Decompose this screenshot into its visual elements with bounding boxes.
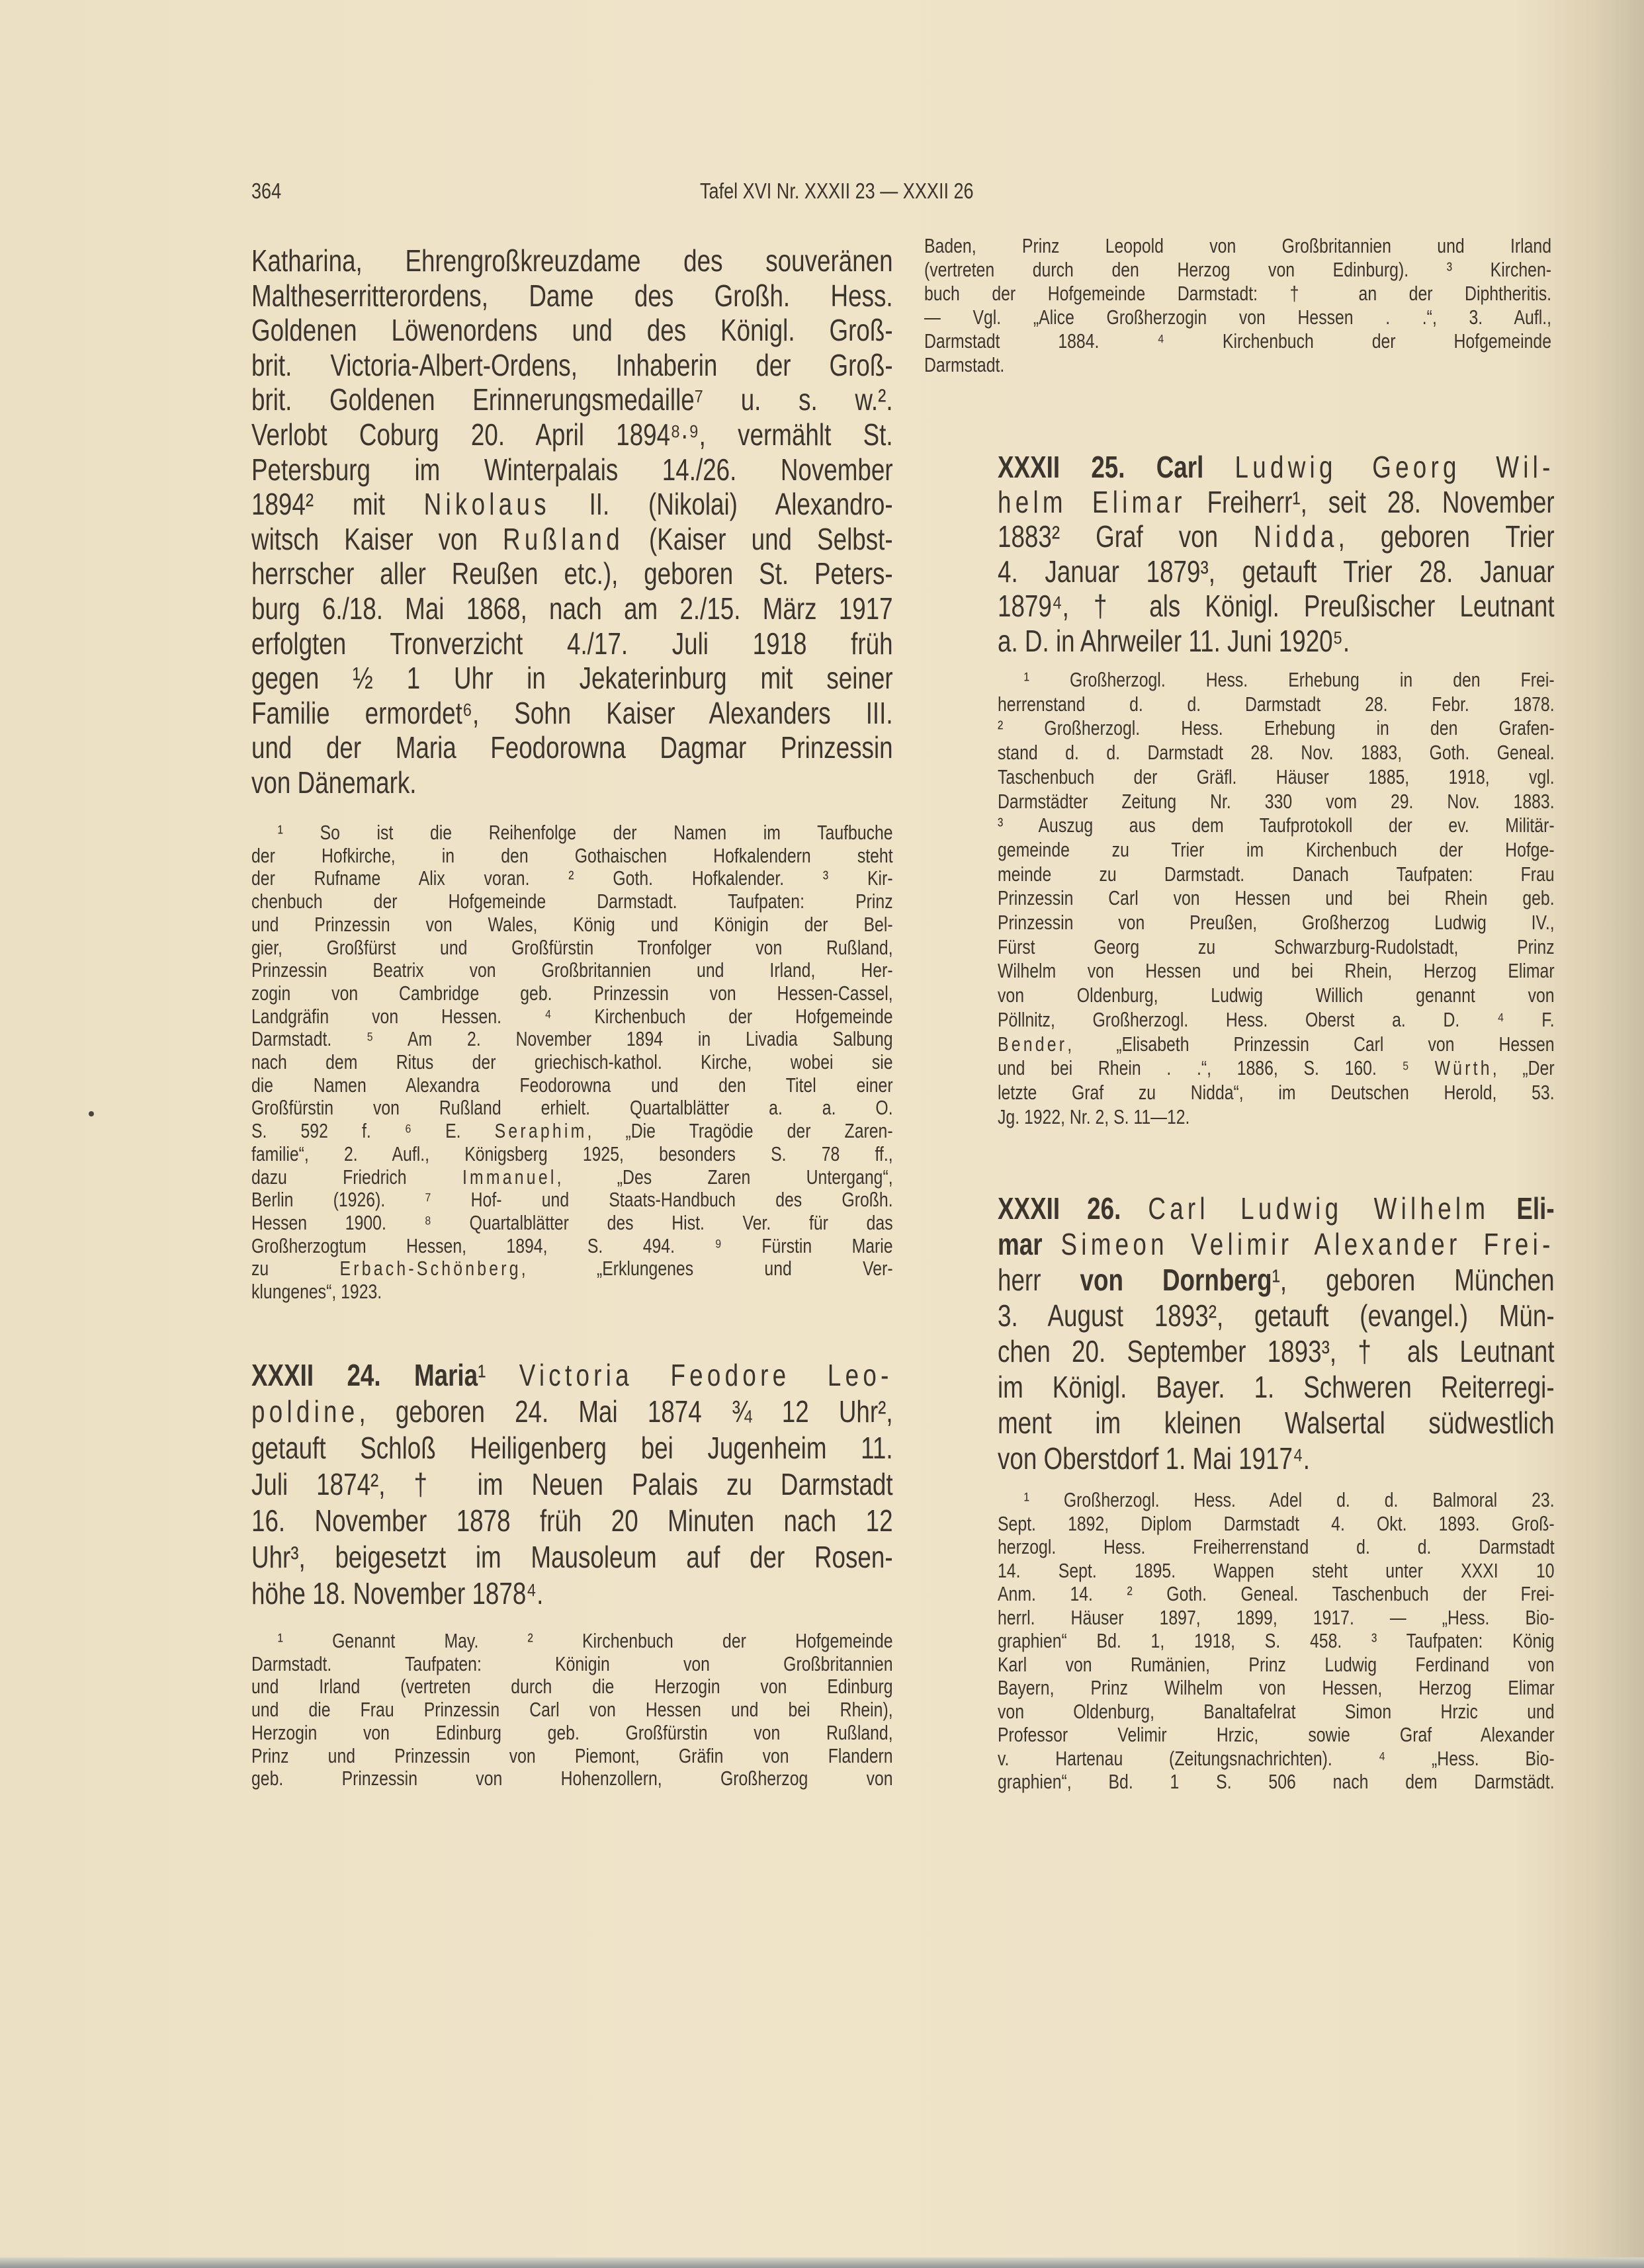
text-line: 4. Januar 1879³, getauft Trier 28. Januar (998, 554, 1555, 589)
text-line: Familie ermordet⁶, Sohn Kaiser Alexanders III. (251, 695, 893, 730)
spaced-name: Ludwig Georg Wil- (1234, 450, 1555, 484)
text-line: Taschenbuch der Gräfl. Häuser 1885, 1918, vgl. (998, 765, 1555, 788)
text-line: meinde zu Darmstadt. Danach Taufpaten: Frau (998, 862, 1555, 886)
text-line: zogin von Cambridge geb. Prinzessin von Hessen-Cassel, (251, 981, 893, 1005)
text-line: chenbuch der Hofgemeinde Darmstadt. Taufpaten: Prinz (251, 890, 893, 913)
entry-xxxii-25 (998, 450, 1555, 658)
text-line: Verlobt Coburg 20. April 1894⁸·⁹, vermählt St. (251, 417, 893, 452)
text-line: Darmstädter Zeitung Nr. 330 vom 29. Nov. 1883. (998, 789, 1555, 813)
text-run: II. (Nikolai) Alexandro- (550, 487, 893, 522)
text-run (1121, 1191, 1148, 1226)
bold-name: XXXII 25. (998, 450, 1125, 484)
text-line: Baden, Prinz Leopold von Großbritannien und Irland (924, 234, 1551, 257)
text-run: 1883² Graf von (998, 519, 1254, 554)
text-run: zu (251, 1257, 340, 1281)
running-title: Tafel XVI Nr. XXXII 23 — XXXII 26 (700, 179, 974, 203)
text-line: Maltheserritterordens, Dame des Großh. Hess. (251, 278, 893, 313)
text-line: von Oldenburg, Banaltafelrat Simon Hrzic und (998, 1699, 1555, 1723)
text-line (998, 1032, 1555, 1057)
text-line: von Dänemark. (251, 765, 417, 800)
text-line (998, 485, 1555, 520)
text-line: höhe 18. November 1878⁴. (251, 1576, 544, 1611)
text-line: Anm. 14. ² Goth. Geneal. Taschenbuch der Frei- (998, 1582, 1555, 1605)
text-line (998, 450, 1555, 485)
text-run: 1894² mit (251, 487, 424, 522)
spaced-name: Erbach-Schönberg (339, 1257, 521, 1281)
text-line: ³ Auszug aus dem Taufprotokoll der ev. Militär- (998, 814, 1555, 837)
spaced-name: Carl Ludwig Wilhelm (1148, 1191, 1490, 1226)
spaced-name: Würth (1434, 1056, 1493, 1080)
scan-edge (0, 2257, 1644, 2268)
text-line: Karl von Rumänien, Prinz Ludwig Ferdinand von (998, 1652, 1555, 1676)
text-line (251, 487, 893, 522)
bold-name: XXXII 24. (251, 1358, 381, 1392)
text-line: Petersburg im Winterpalais 14./26. November (251, 452, 893, 487)
text-line: graphien“ Bd. 1, 1918, S. 458. ³ Taufpaten: König (998, 1629, 1555, 1652)
text-line: Wilhelm von Hessen und bei Rhein, Herzog Elimar (998, 959, 1555, 983)
text-run: , „Die Tragödie der Zaren- (587, 1119, 893, 1143)
text-line: herrenstand d. d. Darmstadt 28. Febr. 1878. (998, 692, 1555, 716)
bold-name: Eli- (1516, 1191, 1555, 1226)
text-line: klungenes“, 1923. (251, 1280, 382, 1304)
text-line: gemeinde zu Trier im Kirchenbuch der Hofge- (998, 837, 1555, 861)
text-line (251, 1120, 893, 1143)
ink-speck (89, 1111, 94, 1116)
text-line: Jg. 1922, Nr. 2, S. 11—12. (998, 1105, 1190, 1128)
text-run: (Kaiser und Selbst- (623, 521, 893, 556)
text-line: Professor Velimir Hrzic, sowie Graf Alexander (998, 1723, 1555, 1746)
text-line: Prinzessin Beatrix von Großbritannien und Irland, Her- (251, 958, 893, 982)
page-number: 364 (251, 179, 282, 203)
text-line: gier, Großfürst und Großfürstin Tronfolger von Rußland, (251, 935, 893, 959)
text-line: Prinzessin Carl von Hessen und bei Rhein geb. (998, 886, 1555, 910)
entry-xxxii-26 (998, 1191, 1555, 1476)
text-line: im Königl. Bayer. 1. Schweren Reiterregi- (998, 1370, 1555, 1404)
text-line: Fürst Georg zu Schwarzburg-Rudolstadt, Prinz (998, 935, 1555, 958)
text-line (251, 1166, 893, 1189)
text-run (1043, 1227, 1061, 1261)
text-line: und Irland (vertreten durch die Herzogin von Edinburg (251, 1675, 893, 1699)
text-line: Pöllnitz, Großherzogl. Hess. Oberst a. D. ⁴ F. (998, 1007, 1555, 1031)
text-line: ² Großherzogl. Hess. Erhebung in den Grafen- (998, 716, 1555, 740)
text-line (998, 1056, 1555, 1081)
spaced-name: Rußland (503, 521, 624, 556)
text-line: stand d. d. Darmstadt 28. Nov. 1883, Goth. Geneal. (998, 741, 1555, 765)
text-line: und die Frau Prinzessin Carl von Hessen und bei Rhein), (251, 1698, 893, 1722)
text-run (1125, 450, 1156, 484)
spaced-name: Simeon Velimir Alexander Frei- (1060, 1227, 1555, 1261)
text-line (998, 1191, 1555, 1226)
spaced-name: Bender (998, 1032, 1068, 1056)
text-run: , „Des Zaren Untergang“, (556, 1165, 893, 1189)
bold-name: Maria (413, 1358, 478, 1392)
text-line: erfolgten Tronverzicht 4./17. Juli 1918 früh (251, 626, 893, 661)
footnotes-entry-24-continued (924, 234, 1551, 377)
spaced-name: Seraphim (494, 1119, 587, 1143)
footnotes-entry-26 (998, 1488, 1555, 1794)
text-line: der Hofkirche, in den Gothaischen Hofkalendern steht (251, 843, 893, 867)
text-line: v. Hartenau (Zeitungsnachrichten). ⁴ „Hess. Bio- (998, 1746, 1555, 1770)
text-line: Großfürstin von Rußland erhielt. Quartalblätter a. a. O. (251, 1096, 893, 1120)
bold-name: XXXII 26. (998, 1191, 1121, 1226)
text-line: herrscher aller Reußen etc.), geboren St. Peters- (251, 556, 893, 591)
text-line: ¹ So ist die Reihenfolge der Namen im Taufbuche (277, 821, 893, 844)
text-run: , „Erklungenes und Ver- (521, 1257, 893, 1281)
text-line: letzte Graf zu Nidda“, im Deutschen Herold, 53. (998, 1080, 1555, 1104)
text-line: (vertreten durch den Herzog von Edinburg). ³ Kirchen- (924, 258, 1551, 281)
spaced-name: Victoria Feodore Leo- (519, 1358, 893, 1392)
text-line: — Vgl. „Alice Großherzogin von Hessen . .“, 3. Aufl., (924, 306, 1551, 329)
entry-23-continuation (251, 243, 893, 800)
text-run (1489, 1191, 1516, 1226)
text-line: Darmstadt. ⁵ Am 2. November 1894 in Livadia Salbung (251, 1027, 893, 1051)
text-line: herrl. Häuser 1897, 1899, 1917. — „Hess. Bio- (998, 1605, 1555, 1629)
text-run: herr (998, 1263, 1080, 1297)
text-run (1203, 450, 1234, 484)
text-line: die Namen Alexandra Feodorowna und den Titel einer (251, 1073, 893, 1097)
text-line (251, 522, 893, 557)
footnotes-entry-25 (998, 668, 1555, 1129)
spaced-name: Immanuel (462, 1165, 557, 1189)
text-run: dazu Friedrich (251, 1165, 462, 1189)
text-line: Berlin (1926). ⁷ Hof- und Staats-Handbuch des Großh. (251, 1188, 893, 1212)
text-line: buch der Hofgemeinde Darmstadt: † an der Diphtheritis. (924, 282, 1551, 305)
text-line: Katharina, Ehrengroßkreuzdame des souveränen (251, 243, 893, 278)
text-line: Prinzessin von Preußen, Großherzog Ludwig IV., (998, 911, 1555, 935)
text-line: 16. November 1878 früh 20 Minuten nach 12 (251, 1503, 893, 1538)
text-line (251, 1394, 893, 1430)
text-line: Herzogin von Edinburg geb. Großfürstin von Rußland, (251, 1720, 893, 1744)
text-line: familie“, 2. Aufl., Königsberg 1925, besonders S. 78 ff., (251, 1142, 893, 1165)
text-line: der Rufname Alix voran. ² Goth. Hofkalender. ³ Kir- (251, 866, 893, 890)
text-line: und der Maria Feodorowna Dagmar Prinzessin (251, 730, 893, 765)
text-run: S. 592 f. ⁶ E. (251, 1119, 495, 1143)
text-line: ment im kleinen Walsertal südwestlich (998, 1406, 1555, 1440)
text-line: brit. Goldenen Erinnerungsmedaille⁷ u. s. w.². (251, 382, 893, 417)
text-line: brit. Victoria-Albert-Ordens, Inhaberin der Groß- (251, 347, 893, 382)
text-line: ¹ Genannt May. ² Kirchenbuch der Hofgemeinde (277, 1629, 893, 1652)
text-line: gegen ½ 1 Uhr in Jekaterinburg mit seiner (251, 661, 893, 696)
text-line: Hessen 1900. ⁸ Quartalblätter des Hist. Ver. für das (251, 1210, 893, 1234)
spaced-name: Nikolaus (423, 487, 550, 522)
text-line (998, 519, 1555, 554)
text-line: chen 20. September 1893³, † als Leutnant (998, 1334, 1555, 1368)
text-line: Großherzogtum Hessen, 1894, S. 494. ⁹ Fürstin Marie (251, 1234, 893, 1257)
text-run: , geboren Trier (1338, 519, 1555, 554)
text-run: , geboren 24. Mai 1874 ¾ 12 Uhr², (359, 1394, 893, 1429)
bold-name: von Dornberg (1080, 1263, 1272, 1297)
text-line (251, 1357, 893, 1394)
text-line: und Prinzessin von Wales, König und Königin der Bel- (251, 912, 893, 936)
text-line: Landgräfin von Hessen. ⁴ Kirchenbuch der Hofgemeinde (251, 1004, 893, 1028)
text-line: Uhr³, beigesetzt im Mausoleum auf der Rosen- (251, 1540, 893, 1574)
text-line (251, 1257, 893, 1281)
text-line: von Oberstdorf 1. Mai 1917⁴. (998, 1441, 1310, 1476)
text-run: und bei Rhein . .“, 1886, S. 160. ⁵ (998, 1056, 1435, 1080)
text-line: ¹ Großherzogl. Hess. Adel d. d. Balmoral 23. (1023, 1488, 1555, 1511)
text-line: 14. Sept. 1895. Wappen steht unter XXXI 10 (998, 1558, 1555, 1582)
text-line: ¹ Großherzogl. Hess. Erhebung in den Frei- (1023, 668, 1555, 691)
text-line: Darmstadt 1884. ⁴ Kirchenbuch der Hofgemeinde (924, 329, 1551, 353)
text-line: Darmstadt. (924, 353, 1005, 376)
text-line: nach dem Ritus der griechisch-kathol. Kirche, wobei sie (251, 1050, 893, 1074)
text-line: Bayern, Prinz Wilhelm von Hessen, Herzog Elimar (998, 1676, 1555, 1699)
spaced-name: Nidda (1254, 519, 1338, 554)
text-line: a. D. in Ahrweiler 11. Juni 1920⁵. (998, 623, 1350, 658)
text-line: Juli 1874², † im Neuen Palais zu Darmstadt (251, 1467, 893, 1501)
text-run: , „Der (1492, 1056, 1555, 1080)
text-run (381, 1358, 414, 1392)
text-line (998, 1226, 1555, 1262)
text-line: Darmstadt. Taufpaten: Königin von Großbritannien (251, 1652, 893, 1675)
footnotes-entry-24 (251, 1630, 893, 1790)
entry-xxxii-24 (251, 1357, 893, 1612)
text-line: Prinz und Prinzessin von Piemont, Gräfin von Flandern (251, 1743, 893, 1767)
text-run: witsch Kaiser von (251, 521, 503, 556)
text-line: burg 6./18. Mai 1868, nach am 2./15. März 1917 (251, 591, 893, 626)
spaced-name: helm Elimar (998, 484, 1186, 519)
text-run: ¹ (478, 1358, 519, 1392)
text-line: 1879⁴, † als Königl. Preußischer Leutnant (998, 589, 1555, 623)
bold-name: Carl (1156, 450, 1204, 484)
text-line: Sept. 1892, Diplom Darmstadt 4. Okt. 1893. Groß- (998, 1511, 1555, 1535)
text-line: Goldenen Löwenordens und des Königl. Groß- (251, 313, 893, 348)
text-line (998, 1262, 1555, 1298)
text-run: Freiherr¹, seit 28. November (1186, 484, 1555, 519)
text-line: von Oldenburg, Ludwig Willich genannt von (998, 984, 1555, 1007)
spaced-name: poldine (251, 1394, 359, 1429)
text-line: graphien“, Bd. 1 S. 506 nach dem Darmstädt. (998, 1770, 1555, 1793)
text-run: , „Elisabeth Prinzessin Carl von Hessen (1067, 1032, 1555, 1056)
text-line: 3. August 1893², getauft (evangel.) Mün- (998, 1298, 1555, 1333)
text-line: getauft Schloß Heiligenberg bei Jugenheim 11. (251, 1431, 893, 1465)
footnotes-entry-23 (251, 821, 893, 1304)
text-line: geb. Prinzessin von Hohenzollern, Großherzog von (251, 1767, 893, 1790)
text-run: ¹, geboren München (1272, 1263, 1555, 1297)
text-line: herzogl. Hess. Freiherrenstand d. d. Darmstadt (998, 1535, 1555, 1558)
bold-name: mar (998, 1227, 1043, 1261)
